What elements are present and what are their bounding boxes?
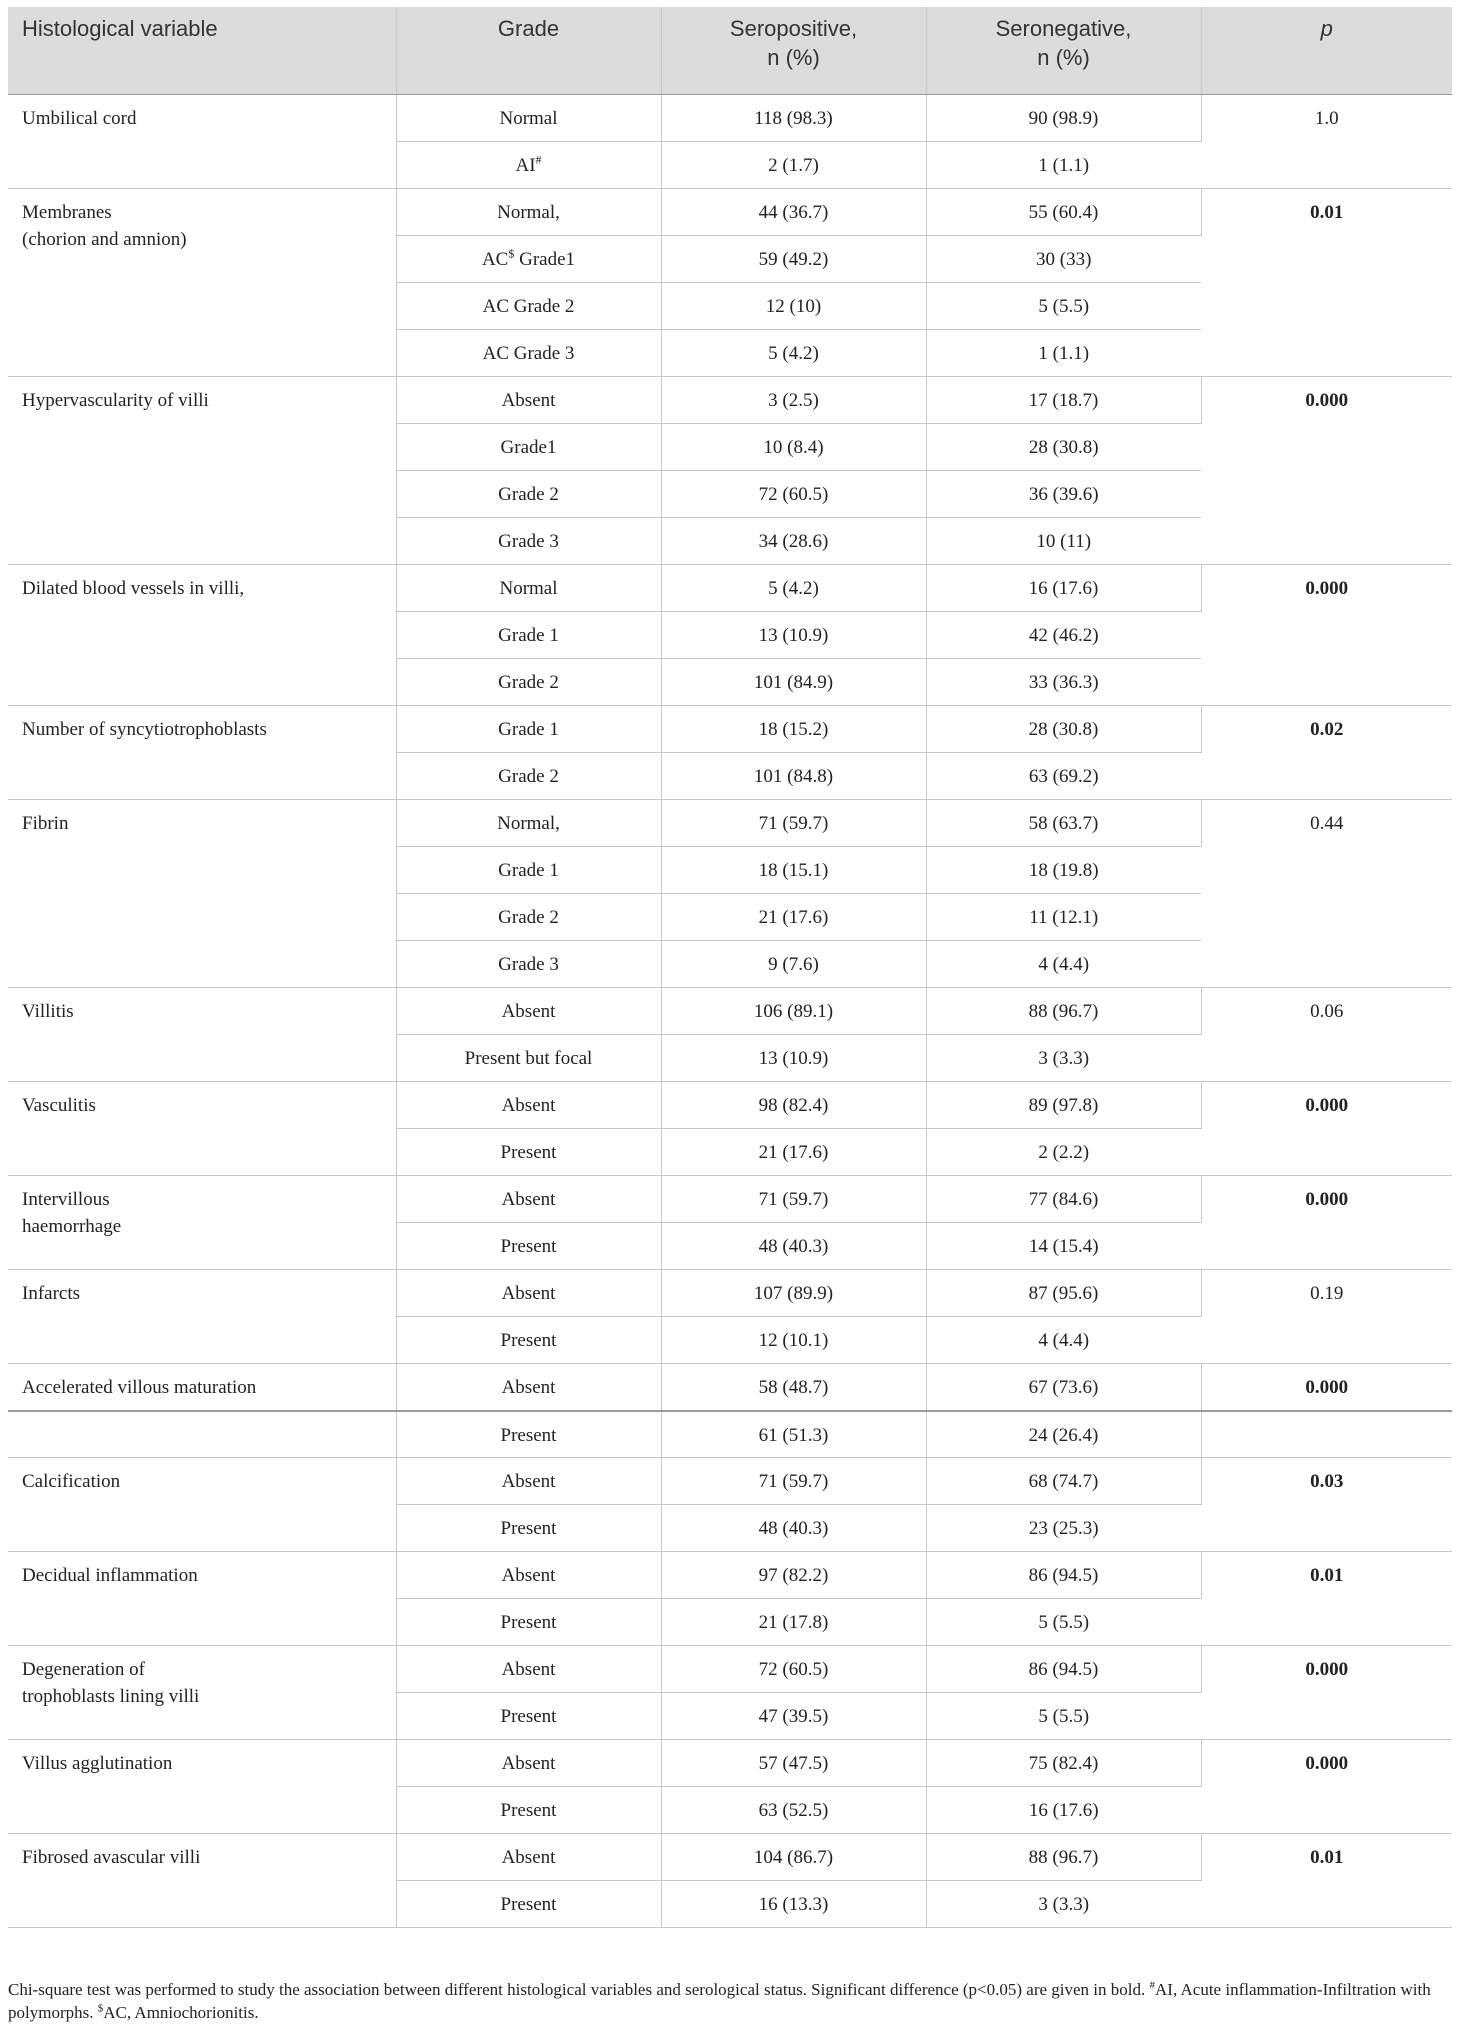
seronegative-cell: 75 (82.4): [926, 1740, 1201, 1787]
seropositive-cell: 12 (10): [661, 283, 926, 330]
grade-cell: [396, 565, 661, 612]
header-seropositive-line1: Seropositive,: [729, 16, 858, 41]
seropositive-cell: 13 (10.9): [661, 612, 926, 659]
table-container: [8, 7, 1452, 1928]
grade-label: Absent: [501, 1377, 556, 1398]
p-value-cell: 0.000: [1201, 377, 1452, 565]
table-row: [8, 1834, 1452, 1881]
seronegative-cell: 3 (3.3): [926, 1881, 1201, 1928]
grade-label: Present but focal: [464, 1048, 593, 1069]
header-seronegative: [926, 7, 1201, 95]
p-value-cell: 0.02: [1201, 706, 1452, 800]
seronegative-cell: 55 (60.4): [926, 189, 1201, 236]
grade-cell: [396, 1458, 661, 1505]
seronegative-cell: 28 (30.8): [926, 706, 1201, 753]
grade-cell: [396, 1082, 661, 1129]
p-value-cell: 0.01: [1201, 1834, 1452, 1928]
grade-cell: [396, 283, 661, 330]
seronegative-cell: 5 (5.5): [926, 1693, 1201, 1740]
table-row: [8, 1458, 1452, 1505]
header-seronegative-line2: n (%): [1037, 45, 1090, 70]
seropositive-cell: 106 (89.1): [661, 988, 926, 1035]
p-value-cell: 0.06: [1201, 988, 1452, 1082]
p-value-cell: 0.000: [1201, 1646, 1452, 1740]
footnote-text3: AC, Amniochorionitis.: [103, 2003, 259, 2022]
grade-cell: [396, 471, 661, 518]
variable-cell: [8, 1458, 396, 1552]
grade-cell: [396, 1129, 661, 1176]
seronegative-cell: 16 (17.6): [926, 565, 1201, 612]
grade-cell: [396, 1552, 661, 1599]
variable-label: Infarcts: [22, 1283, 81, 1304]
grade-label: Absent: [501, 1283, 556, 1304]
seropositive-cell: 16 (13.3): [661, 1881, 926, 1928]
table-row: [8, 189, 1452, 236]
grade-label: Present: [500, 1800, 557, 1821]
seropositive-cell: 57 (47.5): [661, 1740, 926, 1787]
variable-cell: [8, 1411, 396, 1458]
seronegative-cell: 24 (26.4): [926, 1411, 1201, 1458]
seropositive-cell: 48 (40.3): [661, 1505, 926, 1552]
seropositive-cell: 10 (8.4): [661, 424, 926, 471]
seronegative-cell: 1 (1.1): [926, 330, 1201, 377]
grade-label: Absent: [501, 1753, 556, 1774]
footnote: [8, 1978, 1452, 2024]
seronegative-cell: 42 (46.2): [926, 612, 1201, 659]
variable-label: Degeneration of: [22, 1659, 145, 1680]
grade-cell: [396, 1176, 661, 1223]
grade-cell: [396, 189, 661, 236]
seropositive-cell: 13 (10.9): [661, 1035, 926, 1082]
variable-cell: [8, 1740, 396, 1834]
grade-superscript: #: [535, 152, 542, 167]
header-row: [8, 7, 1452, 95]
grade-cell: [396, 1599, 661, 1646]
variable-label: Villus agglutination: [22, 1753, 173, 1774]
variable-label: trophoblasts lining villi: [22, 1686, 200, 1707]
grade-cell: [396, 142, 661, 189]
grade-cell: [396, 330, 661, 377]
variable-label: Fibrosed avascular villi: [22, 1847, 201, 1868]
grade-superscript: $: [508, 246, 515, 261]
grade-cell: [396, 612, 661, 659]
grade-label: Grade 1: [498, 719, 559, 740]
grade-label: Grade 1: [498, 625, 559, 646]
seropositive-cell: 107 (89.9): [661, 1270, 926, 1317]
header-p: p: [1201, 7, 1452, 95]
seropositive-cell: 18 (15.1): [661, 847, 926, 894]
grade-label-suffix: Grade1: [514, 249, 576, 270]
grade-cell: [396, 1505, 661, 1552]
variable-label: Calcification: [22, 1471, 121, 1492]
seropositive-cell: 5 (4.2): [661, 330, 926, 377]
grade-cell: [396, 518, 661, 565]
grade-cell: [396, 988, 661, 1035]
seronegative-cell: 88 (96.7): [926, 1834, 1201, 1881]
grade-cell: [396, 236, 661, 283]
variable-cell: [8, 800, 396, 988]
grade-label: Present: [500, 1518, 557, 1539]
seronegative-cell: 89 (97.8): [926, 1082, 1201, 1129]
variable-label: Villitis: [22, 1001, 74, 1022]
seronegative-cell: 16 (17.6): [926, 1787, 1201, 1834]
p-value-cell: 0.000: [1201, 1176, 1452, 1270]
seropositive-cell: 71 (59.7): [661, 1176, 926, 1223]
table-row: [8, 800, 1452, 847]
seronegative-cell: 86 (94.5): [926, 1552, 1201, 1599]
table-row: [8, 1364, 1452, 1411]
grade-label: Present: [500, 1236, 557, 1257]
grade-cell: [396, 1411, 661, 1458]
grade-cell: [396, 1646, 661, 1693]
grade-cell: [396, 706, 661, 753]
variable-cell: [8, 95, 396, 189]
grade-label: Grade 2: [498, 484, 559, 505]
grade-label: Grade 3: [498, 954, 559, 975]
grade-cell: [396, 95, 661, 142]
p-value-cell: 0.44: [1201, 800, 1452, 988]
seronegative-cell: 58 (63.7): [926, 800, 1201, 847]
seropositive-cell: 12 (10.1): [661, 1317, 926, 1364]
grade-label: Absent: [501, 390, 556, 411]
seropositive-cell: 72 (60.5): [661, 1646, 926, 1693]
footnote-text2: AI, Acute inflammation-Infiltration with polymorphs.: [8, 1980, 1431, 2022]
seropositive-cell: 5 (4.2): [661, 565, 926, 612]
grade-label: Present: [500, 1706, 557, 1727]
seronegative-cell: 90 (98.9): [926, 95, 1201, 142]
grade-label: Normal,: [497, 813, 560, 834]
grade-label: AC: [481, 249, 509, 270]
grade-cell: [396, 753, 661, 800]
grade-cell: [396, 941, 661, 988]
p-value-cell: 0.000: [1201, 565, 1452, 706]
grade-label: Absent: [501, 1001, 556, 1022]
seronegative-cell: 63 (69.2): [926, 753, 1201, 800]
variable-cell: [8, 1082, 396, 1176]
grade-label: Absent: [501, 1565, 556, 1586]
p-value-cell: 0.01: [1201, 1552, 1452, 1646]
grade-label: Absent: [501, 1659, 556, 1680]
grade-cell: [396, 377, 661, 424]
footnote-sup2: $: [97, 2002, 104, 2015]
variable-cell: [8, 1552, 396, 1646]
grade-label: Absent: [501, 1189, 556, 1210]
grade-label: AC Grade 3: [482, 343, 575, 364]
grade-cell: [396, 1740, 661, 1787]
seronegative-cell: 2 (2.2): [926, 1129, 1201, 1176]
seropositive-cell: 61 (51.3): [661, 1411, 926, 1458]
seropositive-cell: 97 (82.2): [661, 1552, 926, 1599]
variable-label: Hypervascularity of villi: [22, 390, 209, 411]
table-row: [8, 1646, 1452, 1693]
variable-label: Number of syncytiotrophoblasts: [22, 719, 267, 740]
table-row: [8, 1176, 1452, 1223]
seropositive-cell: 2 (1.7): [661, 142, 926, 189]
seronegative-cell: 1 (1.1): [926, 142, 1201, 189]
histology-table: [8, 7, 1452, 1928]
variable-cell: [8, 565, 396, 706]
seropositive-cell: 44 (36.7): [661, 189, 926, 236]
variable-label: Membranes: [22, 202, 112, 223]
grade-cell: [396, 1035, 661, 1082]
grade-label: Grade 2: [498, 907, 559, 928]
variable-cell: [8, 1364, 396, 1411]
grade-label: Present: [500, 1424, 557, 1446]
seropositive-cell: 34 (28.6): [661, 518, 926, 565]
variable-label: (chorion and amnion): [22, 229, 187, 250]
variable-cell: [8, 1646, 396, 1740]
table-row: [8, 988, 1452, 1035]
seropositive-cell: 3 (2.5): [661, 377, 926, 424]
grade-cell: [396, 1223, 661, 1270]
variable-label: Vasculitis: [22, 1095, 96, 1116]
seronegative-cell: 5 (5.5): [926, 1599, 1201, 1646]
seronegative-cell: 86 (94.5): [926, 1646, 1201, 1693]
seronegative-cell: 30 (33): [926, 236, 1201, 283]
grade-cell: [396, 894, 661, 941]
seronegative-cell: 14 (15.4): [926, 1223, 1201, 1270]
grade-label: Grade 3: [498, 531, 559, 552]
seropositive-cell: 21 (17.6): [661, 894, 926, 941]
table-row: [8, 1082, 1452, 1129]
header-variable: Histological variable: [8, 7, 396, 95]
seropositive-cell: 48 (40.3): [661, 1223, 926, 1270]
header-seronegative-line1: Seronegative,: [995, 16, 1132, 41]
seropositive-cell: 18 (15.2): [661, 706, 926, 753]
seronegative-cell: 28 (30.8): [926, 424, 1201, 471]
seropositive-cell: 59 (49.2): [661, 236, 926, 283]
p-value-cell: 1.0: [1201, 95, 1452, 189]
grade-cell: [396, 1834, 661, 1881]
table-row: [8, 565, 1452, 612]
seropositive-cell: 118 (98.3): [661, 95, 926, 142]
table-row: [8, 1270, 1452, 1317]
table-row: [8, 1552, 1452, 1599]
variable-cell: [8, 377, 396, 565]
seropositive-cell: 71 (59.7): [661, 1458, 926, 1505]
seronegative-cell: 77 (84.6): [926, 1176, 1201, 1223]
variable-cell: [8, 189, 396, 377]
grade-label: AC Grade 2: [482, 296, 575, 317]
seronegative-cell: 18 (19.8): [926, 847, 1201, 894]
seropositive-cell: 72 (60.5): [661, 471, 926, 518]
table-row: [8, 1740, 1452, 1787]
grade-cell: [396, 1364, 661, 1411]
grade-label: Grade 2: [498, 672, 559, 693]
grade-label: Normal,: [497, 202, 560, 223]
variable-label: Decidual inflammation: [22, 1565, 198, 1586]
grade-label: Grade 2: [498, 766, 559, 787]
seropositive-cell: 21 (17.8): [661, 1599, 926, 1646]
seropositive-cell: 58 (48.7): [661, 1364, 926, 1411]
seropositive-cell: 71 (59.7): [661, 800, 926, 847]
grade-label: Grade 1: [498, 860, 559, 881]
seronegative-cell: 33 (36.3): [926, 659, 1201, 706]
grade-label: Absent: [501, 1095, 556, 1116]
grade-label: Normal: [499, 108, 558, 129]
seronegative-cell: 68 (74.7): [926, 1458, 1201, 1505]
grade-label: Present: [500, 1612, 557, 1633]
seronegative-cell: 88 (96.7): [926, 988, 1201, 1035]
grade-label: Grade1: [500, 437, 557, 458]
variable-label: Umbilical cord: [22, 108, 137, 129]
variable-cell: [8, 1270, 396, 1364]
seronegative-cell: 17 (18.7): [926, 377, 1201, 424]
p-value-cell: 0.000: [1201, 1740, 1452, 1834]
variable-label: Dilated blood vessels in villi,: [22, 578, 245, 599]
grade-cell: [396, 659, 661, 706]
p-value-cell: 0.19: [1201, 1270, 1452, 1364]
table-row: [8, 95, 1452, 142]
grade-label: AI: [515, 155, 536, 176]
seronegative-cell: 10 (11): [926, 518, 1201, 565]
p-value-cell: 0.000: [1201, 1364, 1452, 1411]
p-value-cell: [1201, 1411, 1452, 1458]
grade-label: Present: [500, 1894, 557, 1915]
variable-label: Intervillous: [22, 1189, 110, 1210]
p-value-cell: 0.01: [1201, 189, 1452, 377]
table-row: [8, 706, 1452, 753]
grade-label: Absent: [501, 1847, 556, 1868]
seropositive-cell: 9 (7.6): [661, 941, 926, 988]
seronegative-cell: 3 (3.3): [926, 1035, 1201, 1082]
table-row: [8, 1411, 1452, 1458]
seropositive-cell: 104 (86.7): [661, 1834, 926, 1881]
grade-cell: [396, 424, 661, 471]
seronegative-cell: 67 (73.6): [926, 1364, 1201, 1411]
table-row: [8, 377, 1452, 424]
grade-label: Normal: [499, 578, 558, 599]
seronegative-cell: 5 (5.5): [926, 283, 1201, 330]
variable-cell: [8, 706, 396, 800]
footnote-sup1: #: [1149, 1979, 1155, 1992]
grade-cell: [396, 1787, 661, 1834]
grade-cell: [396, 1317, 661, 1364]
grade-cell: [396, 800, 661, 847]
seronegative-cell: 4 (4.4): [926, 1317, 1201, 1364]
header-seropositive-line2: n (%): [767, 45, 820, 70]
seronegative-cell: 11 (12.1): [926, 894, 1201, 941]
seronegative-cell: 36 (39.6): [926, 471, 1201, 518]
grade-cell: [396, 847, 661, 894]
seropositive-cell: 63 (52.5): [661, 1787, 926, 1834]
variable-cell: [8, 1176, 396, 1270]
variable-label: Fibrin: [22, 813, 69, 834]
p-value-cell: 0.000: [1201, 1082, 1452, 1176]
grade-label: Present: [500, 1330, 557, 1351]
seropositive-cell: 101 (84.8): [661, 753, 926, 800]
header-seropositive: [661, 7, 926, 95]
table-body: [8, 95, 1452, 1928]
grade-label: Absent: [501, 1471, 556, 1492]
header-grade: Grade: [396, 7, 661, 95]
grade-cell: [396, 1881, 661, 1928]
p-value-cell: 0.03: [1201, 1458, 1452, 1552]
seronegative-cell: 4 (4.4): [926, 941, 1201, 988]
footnote-text1: Chi-square test was performed to study the association between different histological variables and serological status. Significant difference (p<0.05) are given in bold.: [8, 1980, 1150, 1999]
seropositive-cell: 47 (39.5): [661, 1693, 926, 1740]
seropositive-cell: 101 (84.9): [661, 659, 926, 706]
seronegative-cell: 87 (95.6): [926, 1270, 1201, 1317]
variable-label: Accelerated villous maturation: [22, 1377, 257, 1398]
grade-cell: [396, 1270, 661, 1317]
variable-label: haemorrhage: [22, 1216, 122, 1237]
variable-cell: [8, 1834, 396, 1928]
grade-cell: [396, 1693, 661, 1740]
seropositive-cell: 98 (82.4): [661, 1082, 926, 1129]
seronegative-cell: 23 (25.3): [926, 1505, 1201, 1552]
seropositive-cell: 21 (17.6): [661, 1129, 926, 1176]
grade-label: Present: [500, 1142, 557, 1163]
variable-cell: [8, 988, 396, 1082]
